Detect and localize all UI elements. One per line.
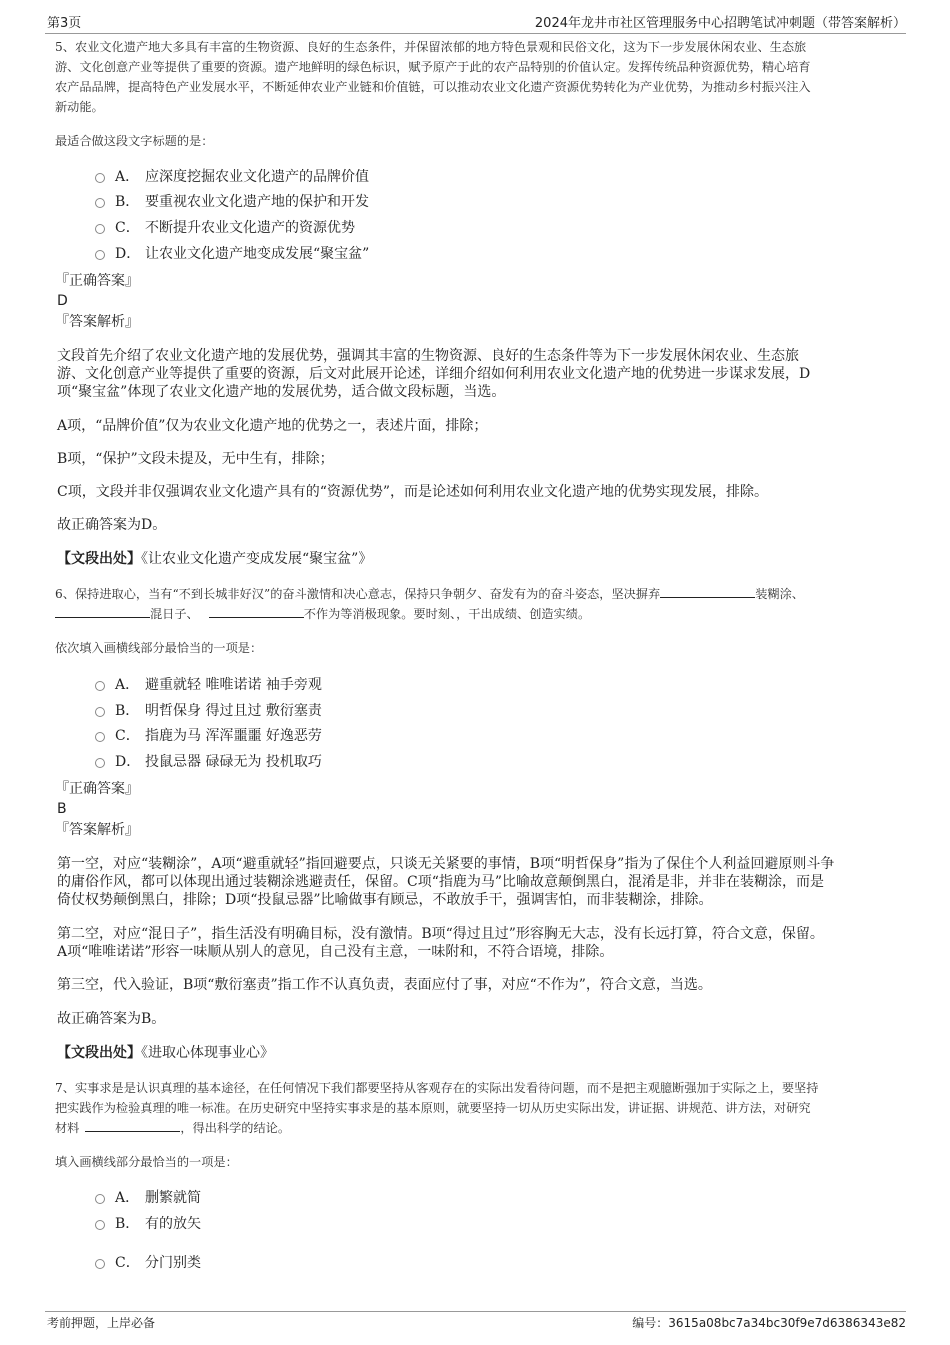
radio-button-icon[interactable]: [95, 250, 105, 260]
q6-answer-label: 『正确答案』: [55, 781, 139, 797]
q6-option-b[interactable]: [95, 699, 322, 721]
q6-text-part: 6、保持进取心，当有“不到长城非好汉”的奋斗激情和决心意志，保持只争朝夕、奋发有为的奋斗姿态，坚决摒弃: [55, 587, 661, 601]
option-text: 避重就轻 唯唯诺诺 袖手旁观: [145, 677, 322, 693]
source-label: 【文段出处】: [57, 1045, 141, 1061]
option-letter: B．: [115, 1216, 140, 1232]
q6-analysis-p2-line-2: A项“唯唯诺诺”形容一味顺从别人的意见，自己没有主意，一味附和，不符合语境，排除。: [57, 944, 614, 960]
q5-analysis-c: C项，文段并非仅强调农业文化遗产具有的“资源优势”，而是论述如何利用农业文化遗产地的优势实现发展，排除。: [57, 484, 769, 500]
q7-text-line-3: [55, 1118, 895, 1138]
q6-text-part: 装糊涂、: [755, 587, 804, 601]
q6-analysis-p1-line-2: 的庸俗作风，都可以体现出通过装糊涂逃避责任，保留。C项“指鹿为马”比喻故意颠倒黑白，混淆是非，并非在装糊涂，而是: [57, 874, 825, 890]
q6-analysis-p2-line-1: 第二空，对应“混日子”，指生活没有明确目标，没有激情。B项“得过且过”形容胸无大志，没有长远打算，符合文意，保留。: [57, 926, 824, 942]
q5-analysis-line-1: 文段首先介绍了农业文化遗产地的发展优势，强调其丰富的生物资源、良好的生态条件等为下一步发展休闲农业、生态旅: [57, 348, 799, 364]
q5-option-a[interactable]: [95, 165, 369, 187]
fill-blank: [85, 1119, 180, 1132]
q5-passage-line-4: 新动能。: [55, 100, 104, 114]
option-text: 让农业文化遗产地变成发展“聚宝盆”: [145, 246, 370, 262]
radio-button-icon[interactable]: [95, 758, 105, 768]
q6-analysis-label: 『答案解析』: [55, 822, 139, 838]
q6-text-part: 不作为等消极现象。要时刻、，干出成绩、创造实绩。: [303, 607, 591, 621]
q5-analysis-line-3: 项“聚宝盆”体现了农业文化遗产地的发展优势，适合做文段标题，当选。: [57, 384, 506, 400]
footer-code-label: 编号：: [632, 1316, 669, 1330]
q6-analysis-p3: 第三空，代入验证，B项“敷衍塞责”指工作不认真负责，表面应付了事，对应“不作为”，符合文意，当选。: [57, 977, 712, 993]
q5-passage-line-2: 游、文化创意产业等提供了重要的资源。遗产地鲜明的绿色标识，赋予原产于此的农产品特别的价值认定。发挥传统品种资源优势，精心培育: [55, 60, 811, 74]
q6-analysis-p1-line-1: 第一空，对应“装糊涂”，A项“避重就轻”指回避要点，只谈无关紧要的事情，B项“明哲保身”指为了保住个人利益回避原则斗争: [57, 856, 835, 872]
q6-conclusion: 故正确答案为B。: [57, 1011, 166, 1027]
q5-conclusion: 故正确答案为D。: [57, 517, 167, 533]
source-title: 《让农业文化遗产变成发展“聚宝盆”》: [141, 551, 373, 567]
q5-passage-line-3: 农产品品牌，提高特色产业发展水平，不断延伸农业产业链和价值链，可以推动农业文化遗产资源优势转化为产业优势，为推动乡村振兴注入: [55, 80, 811, 94]
header-divider: [45, 33, 906, 34]
q7-text-line-1: 7、实事求是是认识真理的基本途径，在任何情况下我们都要坚持从客观存在的实际出发看待问题，而不是把主观臆断强加于实际之上，要坚持: [55, 1081, 819, 1095]
q5-analysis-a: A项，“品牌价值”仅为农业文化遗产地的优势之一，表述片面，排除；: [57, 418, 488, 434]
footer-code: [632, 1314, 906, 1331]
option-letter: B．: [115, 194, 140, 210]
radio-button-icon[interactable]: [95, 707, 105, 717]
radio-button-icon[interactable]: [95, 198, 105, 208]
q5-analysis-line-2: 游、文化创意产业等提供了重要的资源，后文对此展开论述，详细介绍如何利用农业文化遗产地的优势进一步谋求发展，D: [57, 366, 811, 382]
q7-option-b[interactable]: [95, 1212, 201, 1234]
radio-button-icon[interactable]: [95, 224, 105, 234]
option-letter: B．: [115, 703, 140, 719]
option-letter: A．: [115, 677, 140, 693]
fill-blank: [55, 605, 150, 618]
q6-option-a[interactable]: [95, 673, 322, 695]
q6-answer: B: [57, 801, 67, 817]
footer-code-value: 3615a08bc7a34bc30f9e7d6386343e82: [668, 1316, 906, 1330]
option-text: 明哲保身 得过且过 敷衍塞责: [145, 703, 322, 719]
option-text: 要重视农业文化遗产地的保护和开发: [145, 194, 369, 210]
fill-blank: [209, 605, 304, 618]
fill-blank: [660, 585, 755, 598]
q7-text-part: 材料: [55, 1121, 80, 1135]
option-letter: C．: [115, 1255, 140, 1271]
q7-text-part: ，得出科学的结论。: [180, 1121, 291, 1135]
document-title: 2024年龙井市社区管理服务中心招聘笔试冲刺题（带答案解析）: [534, 16, 906, 31]
q7-option-a[interactable]: [95, 1186, 201, 1208]
q6-text-line-2: [55, 604, 895, 624]
q6-analysis-p1-line-3: 倚仗权势颠倒黑白，排除；D项“投鼠忌器”比喻做事有顾忌，不敢放手干，强调害怕，而非装糊涂，排除。: [57, 892, 713, 908]
option-letter: A．: [115, 1190, 140, 1206]
q6-source: [57, 1044, 895, 1062]
radio-button-icon[interactable]: [95, 732, 105, 742]
q5-analysis-label: 『答案解析』: [55, 314, 139, 330]
q5-answer-label: 『正确答案』: [55, 273, 139, 289]
q5-option-c[interactable]: [95, 216, 355, 238]
page-number: 第3页: [47, 16, 82, 31]
q5-option-d[interactable]: [95, 242, 369, 264]
radio-button-icon[interactable]: [95, 681, 105, 691]
option-text: 不断提升农业文化遗产的资源优势: [145, 220, 355, 236]
radio-button-icon[interactable]: [95, 1220, 105, 1230]
option-text: 删繁就简: [145, 1190, 201, 1206]
q6-text-line-1: [55, 584, 895, 604]
radio-button-icon[interactable]: [95, 1194, 105, 1204]
q5-passage-line-1: 5、农业文化遗产地大多具有丰富的生物资源、良好的生态条件，并保留浓郁的地方特色景观和民俗文化，这为下一步发展休闲农业、生态旅: [55, 40, 807, 54]
option-text: 分门别类: [145, 1255, 201, 1271]
radio-button-icon[interactable]: [95, 1259, 105, 1269]
option-letter: A．: [115, 169, 140, 185]
footer-slogan: 考前押题，上岸必备: [47, 1316, 156, 1330]
source-label: 【文段出处】: [57, 551, 141, 567]
q7-prompt: 填入画横线部分最恰当的一项是：: [55, 1155, 238, 1169]
source-title: 《进取心体现事业心》: [141, 1045, 274, 1061]
option-letter: C．: [115, 728, 140, 744]
option-letter: D．: [115, 246, 141, 262]
option-letter: D．: [115, 754, 141, 770]
q7-text-line-2: 把实践作为检验真理的唯一标准。在历史研究中坚持实事求是的基本原则，就要坚持一切从历史实际出发，讲证据、讲规范、讲方法，对研究: [55, 1101, 811, 1115]
q5-analysis-b: B项，“保护”文段未提及，无中生有，排除；: [57, 451, 334, 467]
q6-option-c[interactable]: [95, 724, 322, 746]
q5-answer: D: [57, 293, 68, 309]
q5-prompt: 最适合做这段文字标题的是：: [55, 134, 214, 148]
q6-prompt: 依次填入画横线部分最恰当的一项是：: [55, 641, 263, 655]
q5-option-b[interactable]: [95, 190, 369, 212]
option-letter: C．: [115, 220, 140, 236]
q5-source: [57, 550, 895, 568]
footer-divider: [45, 1311, 906, 1312]
q6-text-part: 混日子、: [150, 607, 199, 621]
radio-button-icon[interactable]: [95, 173, 105, 183]
q6-option-d[interactable]: [95, 750, 322, 772]
option-text: 应深度挖掘农业文化遗产的品牌价值: [145, 169, 369, 185]
option-text: 指鹿为马 浑浑噩噩 好逸恶劳: [145, 728, 322, 744]
option-text: 有的放矢: [145, 1216, 201, 1232]
option-text: 投鼠忌器 碌碌无为 投机取巧: [145, 754, 322, 770]
q7-option-c[interactable]: [95, 1251, 201, 1273]
